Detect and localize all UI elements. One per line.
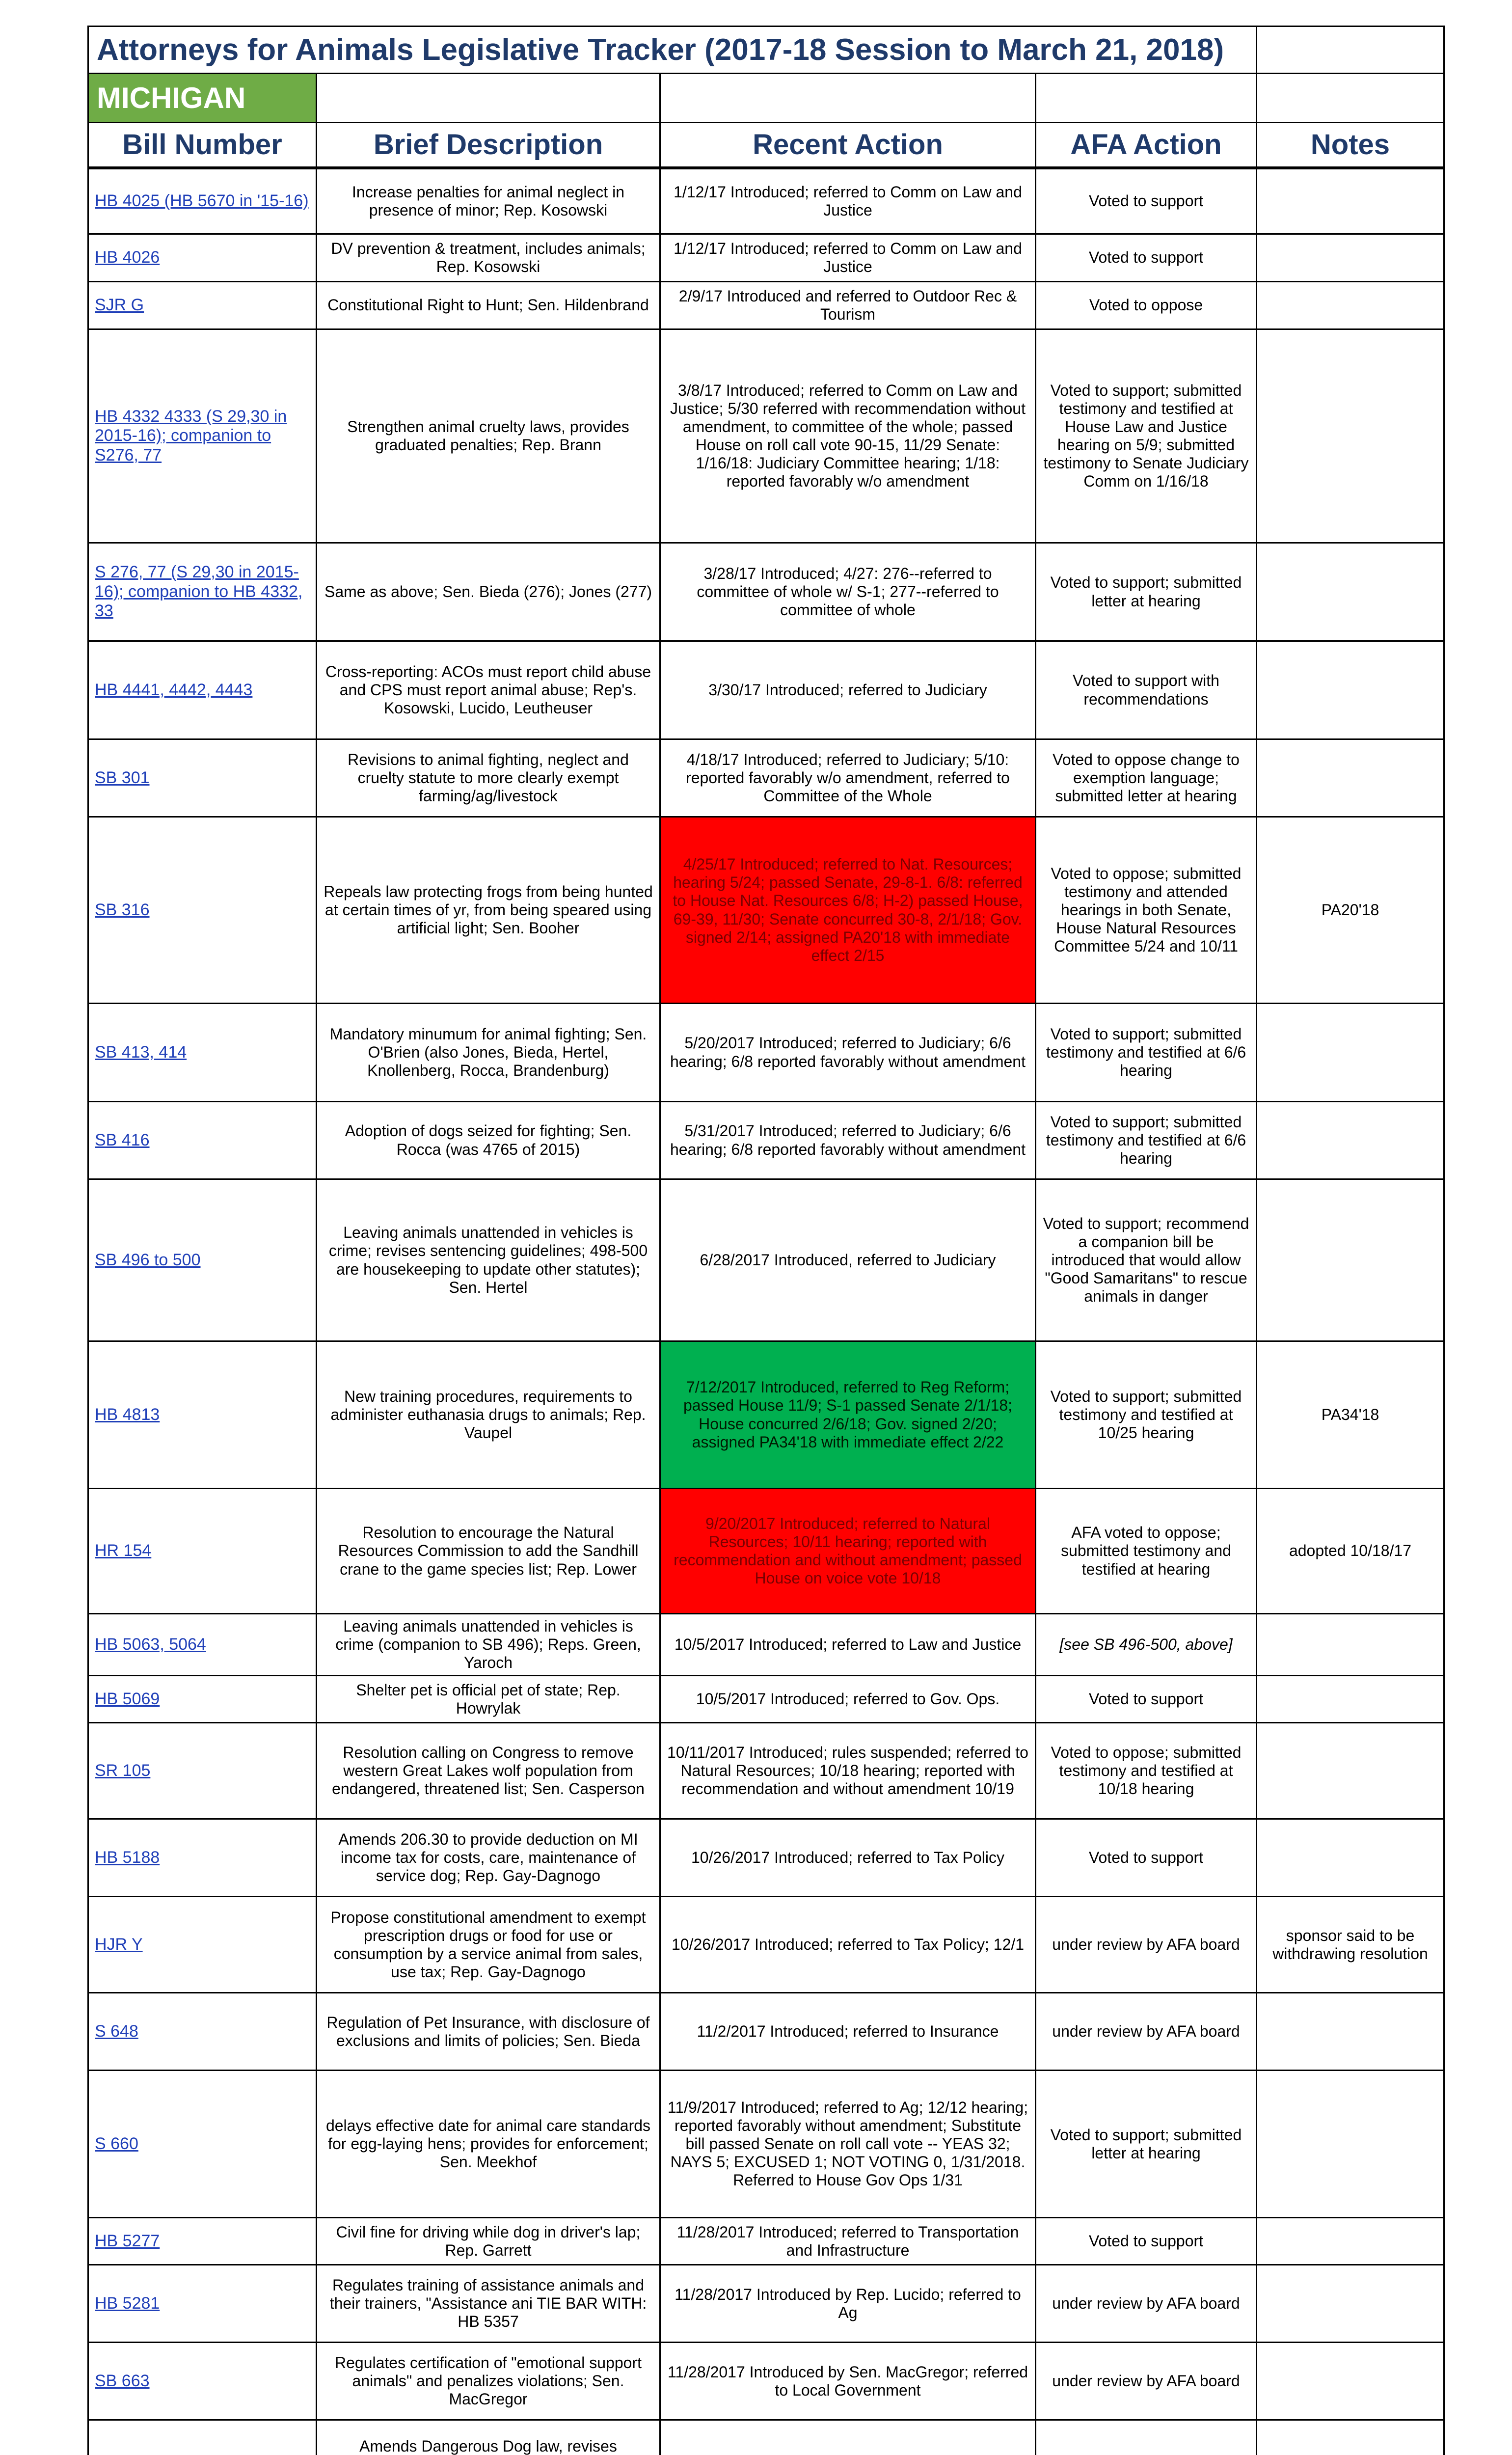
bill-link[interactable]: SJR G <box>95 296 144 315</box>
afa-action-cell: Voted to oppose; submitted testimony and testified at 10/18 hearing <box>1036 1723 1257 1819</box>
afa-action-cell: [see SB 496-500, above] <box>1036 1614 1257 1676</box>
notes-cell: sponsor said to be withdrawing resolution <box>1257 1897 1444 1993</box>
notes-cell <box>1257 2218 1444 2265</box>
bill-number-cell <box>88 1341 317 1489</box>
notes-cell: adopted 10/18/17 <box>1257 1489 1444 1614</box>
notes-cell <box>1257 2071 1444 2218</box>
table-row <box>88 1102 1444 1179</box>
state-blank-1 <box>317 74 660 123</box>
state-label: MICHIGAN <box>88 74 317 123</box>
notes-cell <box>1257 2420 1444 2455</box>
notes-cell <box>1257 1179 1444 1341</box>
recent-action-cell: 10/26/2017 Introduced; referred to Tax Policy <box>660 1819 1036 1897</box>
recent-action-cell: 9/20/2017 Introduced; referred to Natural Resources; 10/11 hearing; reported with recommendation and without amendment; passed House on voice vote 10/18 <box>660 1489 1036 1614</box>
bill-link[interactable]: SB 496 to 500 <box>95 1250 201 1269</box>
bill-number-cell <box>88 282 317 329</box>
column-header-afa: AFA Action <box>1036 123 1257 168</box>
bill-number-cell <box>88 2343 317 2420</box>
afa-action-cell: Voted to support <box>1036 1819 1257 1897</box>
bill-number-cell <box>88 543 317 641</box>
state-row <box>88 74 1444 123</box>
bill-link[interactable]: SB 301 <box>95 768 150 787</box>
brief-description-cell: New training procedures, requirements to administer euthanasia drugs to animals; Rep. Vaupel <box>317 1341 660 1489</box>
notes-cell: PA20'18 <box>1257 817 1444 1004</box>
afa-action-cell: under review by AFA board <box>1036 2343 1257 2420</box>
table-row <box>88 1723 1444 1819</box>
afa-action-cell: under review by AFA board <box>1036 1993 1257 2071</box>
notes-cell <box>1257 2343 1444 2420</box>
afa-action-cell: Voted to support; submitted testimony and testified at 10/25 hearing <box>1036 1341 1257 1489</box>
title-row <box>88 27 1444 74</box>
afa-action-cell: Voted to support <box>1036 168 1257 234</box>
table-row <box>88 168 1444 234</box>
recent-action-cell: 10/11/2017 Introduced; rules suspended; referred to Natural Resources; 10/18 hearing; reported with recommendation and without amendment 10/19 <box>660 1723 1036 1819</box>
notes-cell <box>1257 739 1444 817</box>
bill-number-cell <box>88 2218 317 2265</box>
brief-description-cell: Amends Dangerous Dog law, revises <box>317 2420 660 2455</box>
bill-number-cell <box>88 2265 317 2343</box>
bill-link[interactable]: HB 4813 <box>95 1405 160 1424</box>
table-row <box>88 1341 1444 1489</box>
brief-description-cell: delays effective date for animal care standards for egg-laying hens; provides for enforcement; Sen. Meekhof <box>317 2071 660 2218</box>
table-row <box>88 282 1444 329</box>
bill-link[interactable]: SR 105 <box>95 1761 151 1780</box>
notes-cell <box>1257 1676 1444 1723</box>
afa-action-cell: under review by AFA board <box>1036 2265 1257 2343</box>
bill-link[interactable]: HB 4026 <box>95 248 160 267</box>
notes-cell <box>1257 168 1444 234</box>
brief-description-cell: Propose constitutional amendment to exempt prescription drugs or food for use or consumption by a service animal from sales, use tax; Rep. Gay-Dagnogo <box>317 1897 660 1993</box>
notes-cell <box>1257 641 1444 739</box>
brief-description-cell: Adoption of dogs seized for fighting; Sen. Rocca (was 4765 of 2015) <box>317 1102 660 1179</box>
column-header-recent: Recent Action <box>660 123 1036 168</box>
recent-action-cell: 6/28/2017 Introduced, referred to Judiciary <box>660 1179 1036 1341</box>
recent-action-cell: 4/18/17 Introduced; referred to Judiciary; 5/10: reported favorably w/o amendment, referred to Committee of the Whole <box>660 739 1036 817</box>
bill-link[interactable]: HB 5188 <box>95 1848 160 1867</box>
recent-action-cell: 5/20/2017 Introduced; referred to Judiciary; 6/6 hearing; 6/8 reported favorably without amendment <box>660 1004 1036 1102</box>
afa-action-cell: Voted to oppose; submitted testimony and attended hearings in both Senate, House Natural Resources Committee 5/24 and 10/11 <box>1036 817 1257 1004</box>
recent-action-cell: 11/2/2017 Introduced; referred to Insurance <box>660 1993 1036 2071</box>
table-row <box>88 739 1444 817</box>
table-row <box>88 1179 1444 1341</box>
notes-cell <box>1257 2265 1444 2343</box>
table-row <box>88 817 1444 1004</box>
notes-cell <box>1257 1993 1444 2071</box>
brief-description-cell: Regulates certification of "emotional support animals" and penalizes violations; Sen. MacGregor <box>317 2343 660 2420</box>
bill-link[interactable]: HB 4025 (HB 5670 in '15-16) <box>95 191 309 211</box>
bill-link[interactable]: SB 316 <box>95 900 150 919</box>
column-header-notes: Notes <box>1257 123 1444 168</box>
page-title: Attorneys for Animals Legislative Tracker (2017-18 Session to March 21, 2018) <box>88 27 1257 74</box>
state-blank-2 <box>660 74 1036 123</box>
notes-cell <box>1257 1004 1444 1102</box>
afa-action-cell: Voted to support <box>1036 2218 1257 2265</box>
bill-link[interactable]: S 660 <box>95 2134 138 2154</box>
bill-link[interactable]: S 648 <box>95 2022 138 2041</box>
afa-action-cell: Voted to support <box>1036 234 1257 282</box>
recent-action-cell: 1/12/17 Introduced; referred to Comm on Law and Justice <box>660 168 1036 234</box>
bill-link[interactable]: HR 154 <box>95 1541 152 1560</box>
bill-number-cell <box>88 1179 317 1341</box>
brief-description-cell: Revisions to animal fighting, neglect and cruelty statute to more clearly exempt farming/ag/livestock <box>317 739 660 817</box>
bill-link[interactable]: HB 5069 <box>95 1690 160 1709</box>
table-row <box>88 234 1444 282</box>
state-blank-3 <box>1036 74 1257 123</box>
bill-number-cell <box>88 234 317 282</box>
recent-action-cell: 11/28/2017 Introduced by Sen. MacGregor; referred to Local Government <box>660 2343 1036 2420</box>
recent-action-cell: 2/9/17 Introduced and referred to Outdoor Rec & Tourism <box>660 282 1036 329</box>
notes-cell <box>1257 1102 1444 1179</box>
recent-action-cell: 5/31/2017 Introduced; referred to Judiciary; 6/6 hearing; 6/8 reported favorably without amendment <box>660 1102 1036 1179</box>
bill-number-cell <box>88 1489 317 1614</box>
table-row <box>88 543 1444 641</box>
table-row <box>88 1819 1444 1897</box>
table-row <box>88 2420 1444 2455</box>
afa-action-cell: Voted to support <box>1036 1676 1257 1723</box>
bill-link[interactable]: HB 5063, 5064 <box>95 1635 206 1654</box>
bill-number-cell <box>88 1897 317 1993</box>
bill-link[interactable]: SB 413, 414 <box>95 1042 187 1062</box>
afa-action-cell: Voted to support; submitted testimony and testified at House Law and Justice hearing on 5/9; submitted testimony to Senate Judiciary Comm on 1/16/18 <box>1036 329 1257 543</box>
column-header-bill: Bill Number <box>88 123 317 168</box>
bill-number-cell <box>88 168 317 234</box>
afa-action-cell: Voted to support; submitted letter at hearing <box>1036 543 1257 641</box>
recent-action-cell: 1/12/17 Introduced; referred to Comm on Law and Justice <box>660 234 1036 282</box>
brief-description-cell: Shelter pet is official pet of state; Rep. Howrylak <box>317 1676 660 1723</box>
bill-link[interactable]: HB 4441, 4442, 4443 <box>95 680 253 699</box>
bill-link[interactable]: HJR Y <box>95 1935 143 1954</box>
bill-link[interactable]: S 276, 77 (S 29,30 in 2015-16); companion to HB 4332, 33 <box>95 563 303 621</box>
bill-number-cell <box>88 739 317 817</box>
header-row <box>88 123 1444 168</box>
brief-description-cell: DV prevention & treatment, includes animals; Rep. Kosowski <box>317 234 660 282</box>
brief-description-cell: Resolution calling on Congress to remove western Great Lakes wolf population from endangered, threatened list; Sen. Casperson <box>317 1723 660 1819</box>
afa-action-cell: Voted to support; submitted letter at hearing <box>1036 2071 1257 2218</box>
table-row <box>88 1614 1444 1676</box>
notes-cell <box>1257 282 1444 329</box>
notes-cell <box>1257 329 1444 543</box>
table-row <box>88 2218 1444 2265</box>
bill-number-cell <box>88 1676 317 1723</box>
bill-link[interactable]: HB 5281 <box>95 2294 160 2313</box>
table-row <box>88 1993 1444 2071</box>
notes-cell <box>1257 1819 1444 1897</box>
bill-number-cell <box>88 2420 317 2455</box>
recent-action-cell: 11/9/2017 Introduced; referred to Ag; 12/12 hearing; reported favorably without amendment; Substitute bill passed Senate on roll call vote -- YEAS 32; NAYS 5; EXCUSED 1; NOT VOTING 0, 1/31/2018. Referred to House Gov Ops 1/31 <box>660 2071 1036 2218</box>
column-header-brief: Brief Description <box>317 123 660 168</box>
bill-number-cell <box>88 1819 317 1897</box>
notes-cell <box>1257 234 1444 282</box>
title-blank-cell <box>1257 27 1444 74</box>
brief-description-cell: Strengthen animal cruelty laws, provides graduated penalties; Rep. Brann <box>317 329 660 543</box>
bill-link[interactable]: SB 416 <box>95 1130 150 1149</box>
table-row <box>88 2071 1444 2218</box>
brief-description-cell: Leaving animals unattended in vehicles is crime; revises sentencing guidelines; 498-500 are housekeeping to update other statutes); Sen. Hertel <box>317 1179 660 1341</box>
brief-description-cell: Increase penalties for animal neglect in presence of minor; Rep. Kosowski <box>317 168 660 234</box>
bill-number-cell <box>88 2071 317 2218</box>
recent-action-cell: 11/28/2017 Introduced; referred to Transportation and Infrastructure <box>660 2218 1036 2265</box>
brief-description-cell: Cross-reporting: ACOs must report child abuse and CPS must report animal abuse; Rep's. Kosowski, Lucido, Leutheuser <box>317 641 660 739</box>
recent-action-cell: 4/25/17 Introduced; referred to Nat. Resources; hearing 5/24; passed Senate, 29-8-1. 6/8: referred to House Nat. Resources 6/8; H-2) passed House, 69-39, 11/30; Senate concurred 30-8, 2/1/18; Gov. signed 2/14; assigned PA20'18 with immediate effect 2/15 <box>660 817 1036 1004</box>
state-blank-4 <box>1257 74 1444 123</box>
bill-number-cell <box>88 1102 317 1179</box>
recent-action-cell: 3/8/17 Introduced; referred to Comm on Law and Justice; 5/30 referred with recommendation without amendment, to committee of the whole; passed House on roll call vote 90-15, 11/29 Senate: 1/16/18: Judiciary Committee hearing; 1/18: reported favorably w/o amendment <box>660 329 1036 543</box>
notes-cell <box>1257 543 1444 641</box>
table-row <box>88 641 1444 739</box>
brief-description-cell: Regulates training of assistance animals and their trainers, "Assistance ani TIE BAR WITH: HB 5357 <box>317 2265 660 2343</box>
brief-description-cell: Same as above; Sen. Bieda (276); Jones (277) <box>317 543 660 641</box>
afa-action-cell: Voted to support with recommendations <box>1036 641 1257 739</box>
recent-action-cell: 7/12/2017 Introduced, referred to Reg Reform; passed House 11/9; S-1 passed Senate 2/1/18; House concurred 2/6/18; Gov. signed 2/20; assigned PA34'18 with immediate effect 2/22 <box>660 1341 1036 1489</box>
bill-number-cell <box>88 329 317 543</box>
afa-action-cell: under review by AFA board <box>1036 1897 1257 1993</box>
recent-action-cell: 11/28/2017 Introduced by Rep. Lucido; referred to Ag <box>660 2265 1036 2343</box>
tracker-table <box>87 26 1445 2455</box>
brief-description-cell: Repeals law protecting frogs from being hunted at certain times of yr, from being speared using artificial light; Sen. Booher <box>317 817 660 1004</box>
brief-description-cell: Constitutional Right to Hunt; Sen. Hildenbrand <box>317 282 660 329</box>
notes-cell: PA34'18 <box>1257 1341 1444 1489</box>
recent-action-cell <box>660 2420 1036 2455</box>
afa-action-cell: Voted to support; submitted testimony and testified at 6/6 hearing <box>1036 1004 1257 1102</box>
tracker-sheet <box>87 26 1443 2455</box>
notes-cell <box>1257 1614 1444 1676</box>
brief-description-cell: Civil fine for driving while dog in driver's lap; Rep. Garrett <box>317 2218 660 2265</box>
table-row <box>88 1004 1444 1102</box>
bill-number-cell <box>88 1723 317 1819</box>
bill-link[interactable]: SB 663 <box>95 2372 150 2391</box>
afa-action-cell: Voted to support; submitted testimony and testified at 6/6 hearing <box>1036 1102 1257 1179</box>
table-row <box>88 2343 1444 2420</box>
brief-description-cell: Resolution to encourage the Natural Resources Commission to add the Sandhill crane to the game species list; Rep. Lower <box>317 1489 660 1614</box>
bill-number-cell <box>88 817 317 1004</box>
table-row <box>88 329 1444 543</box>
table-row <box>88 2265 1444 2343</box>
table-row <box>88 1676 1444 1723</box>
bill-number-cell <box>88 1004 317 1102</box>
notes-cell <box>1257 1723 1444 1819</box>
afa-action-cell: AFA voted to oppose; submitted testimony and testified at hearing <box>1036 1489 1257 1614</box>
table-row <box>88 1897 1444 1993</box>
table-row <box>88 1489 1444 1614</box>
afa-action-cell: Voted to oppose change to exemption language; submitted letter at hearing <box>1036 739 1257 817</box>
afa-action-cell <box>1036 2420 1257 2455</box>
bill-number-cell <box>88 1614 317 1676</box>
recent-action-cell: 10/26/2017 Introduced; referred to Tax Policy; 12/1 <box>660 1897 1036 1993</box>
brief-description-cell: Mandatory minumum for animal fighting; Sen. O'Brien (also Jones, Bieda, Hertel, Knollenberg, Rocca, Brandenburg) <box>317 1004 660 1102</box>
recent-action-cell: 3/30/17 Introduced; referred to Judiciary <box>660 641 1036 739</box>
brief-description-cell: Leaving animals unattended in vehicles is crime (companion to SB 496); Reps. Green, Yaroch <box>317 1614 660 1676</box>
recent-action-cell: 10/5/2017 Introduced; referred to Law and Justice <box>660 1614 1036 1676</box>
afa-action-cell: Voted to oppose <box>1036 282 1257 329</box>
bill-number-cell <box>88 641 317 739</box>
bill-link[interactable]: HB 4332 4333 (S 29,30 in 2015-16); companion to S276, 77 <box>95 407 287 464</box>
afa-action-cell: Voted to support; recommend a companion bill be introduced that would allow "Good Samaritans" to rescue animals in danger <box>1036 1179 1257 1341</box>
recent-action-cell: 10/5/2017 Introduced; referred to Gov. Ops. <box>660 1676 1036 1723</box>
brief-description-cell: Regulation of Pet Insurance, with disclosure of exclusions and limits of policies; Sen. Bieda <box>317 1993 660 2071</box>
bill-link[interactable]: HB 5277 <box>95 2232 160 2251</box>
recent-action-cell: 3/28/17 Introduced; 4/27: 276--referred to committee of whole w/ S-1; 277--referred to committee of whole <box>660 543 1036 641</box>
brief-description-cell: Amends 206.30 to provide deduction on MI income tax for costs, care, maintenance of service dog; Rep. Gay-Dagnogo <box>317 1819 660 1897</box>
bill-number-cell <box>88 1993 317 2071</box>
